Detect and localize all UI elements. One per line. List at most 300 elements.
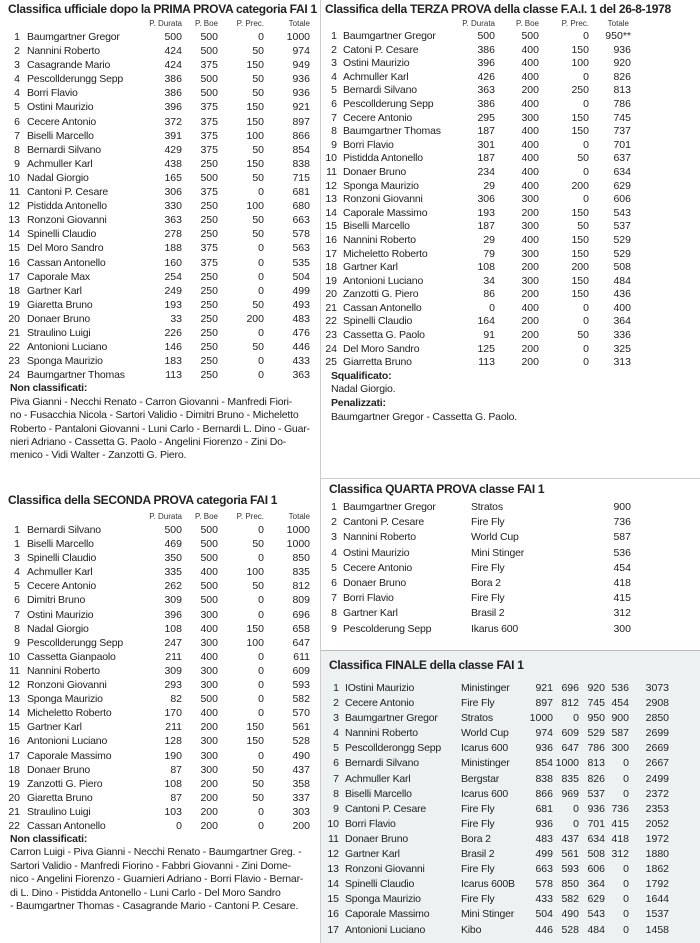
table-row (321, 166, 700, 180)
cell-rank: 12 (8, 200, 20, 213)
non-classified-block (0, 833, 320, 913)
header-boe: P. Boe (195, 512, 218, 521)
cell-boe: 500 (200, 87, 218, 100)
cell-prec: 0 (583, 193, 589, 206)
cell-prec: 50 (252, 777, 264, 790)
cell-boe: 400 (521, 233, 539, 246)
cell-totale: 680 (292, 200, 310, 213)
cell-p1: 897 (535, 697, 553, 710)
cell-p3: 826 (587, 772, 605, 785)
cell-prec: 0 (258, 369, 264, 382)
cell-prec: 50 (252, 45, 264, 58)
cell-totale: 611 (293, 650, 310, 663)
cell-rank: 10 (325, 152, 337, 165)
cell-rank: 6 (14, 594, 20, 607)
table-row (321, 817, 700, 832)
cell-name: Dimitri Bruno (27, 594, 86, 607)
cell-durata: 396 (477, 57, 495, 70)
cell-totale: 681 (292, 186, 310, 199)
cell-durata: 33 (170, 312, 182, 325)
cell-prec: 50 (252, 143, 264, 156)
cell-durata: 330 (164, 200, 182, 213)
cell-totale: 1000 (286, 31, 310, 43)
table-row (321, 622, 700, 637)
table-row (321, 696, 700, 711)
cell-boe: 250 (200, 298, 218, 311)
table-row (321, 71, 700, 85)
cell-durata: 193 (164, 298, 182, 311)
section-seconda-prova (0, 493, 320, 914)
cell-prec: 150 (246, 115, 264, 128)
cell-rank: 10 (327, 817, 339, 830)
cell-p2: 647 (561, 742, 579, 755)
cell-boe: 250 (200, 284, 218, 297)
cell-rank: 18 (8, 763, 20, 776)
table-row (0, 692, 320, 706)
header-durata: P. Durata (149, 512, 182, 521)
cell-name: Caporale Massimo (345, 908, 430, 921)
cell-boe: 200 (521, 329, 539, 342)
header-prec: P. Prec. (236, 512, 264, 521)
cell-durata: 125 (477, 342, 495, 355)
cell-prec: 50 (252, 341, 264, 354)
cell-rank: 8 (333, 787, 339, 800)
cell-boe: 200 (521, 288, 539, 301)
cell-prec: 0 (258, 749, 264, 762)
cell-rank: 6 (331, 97, 337, 110)
cell-durata: 309 (164, 594, 182, 607)
cell-name: Achmuller Karl (27, 566, 93, 579)
table-row (0, 185, 320, 199)
cell-totale: 1537 (645, 908, 669, 921)
cell-totale: 629 (613, 179, 631, 192)
cell-prec: 50 (577, 329, 589, 342)
cell-totale: 493 (292, 298, 310, 311)
cell-prec: 100 (246, 200, 264, 213)
table-row (321, 772, 700, 787)
cell-durata: 500 (477, 30, 495, 42)
table-row (0, 241, 320, 255)
cell-prec: 100 (246, 636, 264, 649)
table-row (0, 30, 320, 44)
section-quarta-prova (321, 478, 700, 637)
cell-name: Cecere Antonio (27, 115, 96, 128)
cell-durata: 226 (164, 326, 182, 339)
table-row (321, 44, 700, 58)
cell-rank: 14 (327, 878, 339, 891)
table-row (0, 86, 320, 100)
cell-boe: 500 (200, 171, 218, 184)
cell-name: Donaer Bruno (343, 165, 406, 178)
cell-totale: 921 (292, 101, 310, 114)
cell-prec: 0 (258, 326, 264, 339)
cell-rank: 9 (333, 802, 339, 815)
cell-rank: 7 (331, 592, 337, 605)
cell-durata: 500 (164, 31, 182, 43)
cell-totale: 1458 (645, 923, 669, 936)
cell-model: Fire Fly (461, 817, 495, 830)
cell-name: Bernardi Silvano (27, 524, 101, 536)
cell-totale: 529 (613, 247, 631, 260)
cell-p2: 582 (561, 893, 579, 906)
table-row (321, 500, 700, 515)
cell-totale: 2353 (645, 802, 669, 815)
cell-durata: 160 (164, 256, 182, 269)
cell-boe: 500 (200, 73, 218, 86)
cell-boe: 500 (200, 524, 218, 536)
cell-rank: 14 (8, 228, 20, 241)
cell-p1: 446 (535, 923, 553, 936)
cell-model: Brasil 2 (461, 848, 495, 861)
cell-boe: 250 (200, 369, 218, 382)
cell-rank: 20 (325, 288, 337, 301)
cell-rank: 15 (325, 220, 337, 233)
cell-boe: 400 (521, 301, 539, 314)
cell-boe: 500 (200, 693, 218, 706)
cell-name: Cecere Antonio (27, 580, 96, 593)
cell-boe: 400 (521, 152, 539, 165)
section-title: Classifica ufficiale dopo la PRIMA PROVA categoria FAI 1 (8, 2, 317, 16)
cell-prec: 0 (583, 97, 589, 110)
cell-totale: 415 (613, 592, 631, 605)
cell-durata: 350 (164, 552, 182, 565)
table-row (0, 270, 320, 284)
cell-prec: 200 (571, 261, 589, 274)
table-row (0, 298, 320, 312)
cell-prec: 100 (246, 566, 264, 579)
cell-prec: 150 (571, 111, 589, 124)
table-row (0, 115, 320, 129)
cell-p4: 0 (623, 878, 629, 891)
section-title: Classifica FINALE della classe FAI 1 (329, 658, 524, 672)
cell-totale: 587 (613, 531, 631, 544)
cell-rank: 7 (14, 129, 20, 142)
cell-totale: 200 (292, 819, 310, 832)
cell-prec: 50 (252, 214, 264, 227)
cell-prec: 0 (583, 30, 589, 42)
cell-prec: 200 (246, 312, 264, 325)
nc-line: Piva Gianni - Necchi Renato - Carron Giovanni - Manfredi Fiori- (10, 395, 293, 408)
table-row (0, 143, 320, 157)
cell-totale: 436 (613, 288, 631, 301)
table-row (321, 193, 700, 207)
table-row (0, 326, 320, 340)
cell-p3: 543 (587, 908, 605, 921)
cell-model: Icarus 600 (461, 742, 509, 755)
results-table (321, 30, 700, 370)
cell-boe: 400 (521, 125, 539, 138)
cell-rank: 9 (331, 138, 337, 151)
cell-prec: 50 (252, 228, 264, 241)
cell-name: Cassetta Gianpaolo (27, 650, 116, 663)
cell-rank: 1 (14, 538, 20, 551)
cell-name: Micheletto Roberto (343, 247, 428, 260)
cell-name: Achmuller Karl (345, 772, 411, 785)
cell-totale: 606 (613, 193, 631, 206)
table-row (321, 112, 700, 126)
nc-line: Sartori Validio - Manfredi Fiorino - Fabbri Giovanni - Zini Dome- (10, 859, 291, 872)
cell-durata: 301 (477, 138, 495, 151)
cell-model: Bergstar (461, 772, 500, 785)
cell-durata: 396 (164, 608, 182, 621)
cell-rank: 3 (14, 59, 20, 72)
cell-boe: 375 (200, 143, 218, 156)
cell-prec: 50 (577, 220, 589, 233)
cell-p1: 974 (535, 727, 553, 740)
cell-prec: 50 (577, 152, 589, 165)
cell-name: Spinelli Claudio (345, 878, 415, 891)
cell-rank: 15 (8, 242, 20, 255)
nc-line: nieri Adriano - Cassetta G. Paolo - Angelini Fiorenzo - Zini Do- (10, 435, 287, 448)
cell-p1: 854 (535, 757, 553, 770)
cell-p3: 629 (587, 893, 605, 906)
cell-totale: 736 (613, 516, 631, 529)
cell-totale: 336 (613, 329, 631, 342)
cell-name: Borri Flavio (27, 87, 78, 100)
table-row (321, 877, 700, 892)
cell-totale: 476 (292, 326, 310, 339)
cell-boe: 500 (200, 552, 218, 565)
table-row (321, 741, 700, 756)
cell-boe: 375 (200, 256, 218, 269)
table-row (321, 546, 700, 561)
cell-name: Baumgartner Gregor (343, 501, 436, 513)
cell-durata: 113 (478, 356, 495, 369)
cell-prec: 150 (246, 59, 264, 72)
cell-totale: 936 (292, 87, 310, 100)
cell-name: Ostini Maurizio (27, 608, 94, 621)
results-table (0, 523, 320, 833)
cell-model: Fire Fly (461, 893, 495, 906)
cell-prec: 0 (258, 819, 264, 832)
cell-boe: 500 (200, 594, 218, 607)
cell-rank: 19 (8, 298, 20, 311)
cell-rank: 2 (333, 697, 339, 710)
table-row (321, 606, 700, 621)
cell-name: Del Moro Sandro (27, 242, 104, 255)
section-terza-prova (321, 2, 700, 424)
cell-durata: 146 (164, 341, 182, 354)
cell-prec: 0 (583, 138, 589, 151)
section-title: Classifica QUARTA PROVA classe FAI 1 (329, 482, 545, 496)
cell-durata: 249 (164, 284, 182, 297)
cell-rank: 4 (331, 70, 337, 83)
cell-boe: 250 (200, 214, 218, 227)
nc-line: menico - Vidi Walter - Zanzotti G. Piero. (10, 449, 187, 462)
cell-prec: 0 (258, 186, 264, 199)
cell-boe: 250 (200, 341, 218, 354)
cell-name: Giarretta Bruno (343, 356, 412, 369)
cell-name: Donaer Bruno (27, 312, 90, 325)
cell-rank: 8 (331, 125, 337, 138)
cell-boe: 375 (200, 115, 218, 128)
cell-name: Donaer Bruno (343, 576, 406, 589)
cell-name: Cantoni P. Cesare (27, 186, 109, 199)
cell-name: Ronzoni Giovanni (345, 863, 425, 876)
cell-p3: 537 (587, 787, 605, 800)
cell-rank: 20 (8, 312, 20, 325)
cell-boe: 200 (200, 805, 218, 818)
cell-p4: 0 (623, 893, 629, 906)
cell-name: Nadal Giorgio (27, 171, 89, 184)
cell-boe: 400 (521, 57, 539, 70)
cell-rank: 14 (8, 707, 20, 720)
cell-p3: 813 (587, 757, 605, 770)
cell-durata: 295 (477, 111, 495, 124)
cell-prec: 50 (252, 791, 264, 804)
cell-rank: 22 (8, 819, 20, 832)
right-column (320, 0, 700, 943)
cell-boe: 250 (200, 312, 218, 325)
cell-name: Bernardi Silvano (343, 84, 417, 97)
cell-p4: 0 (623, 772, 629, 785)
cell-rank: 1 (14, 524, 20, 536)
cell-prec: 200 (571, 179, 589, 192)
cell-rank: 21 (8, 326, 20, 339)
cell-rank: 16 (327, 908, 339, 921)
non-classified-block (0, 382, 320, 462)
column-headers (321, 16, 700, 30)
non-classified-label: Non classificati: (10, 833, 88, 846)
cell-name: Cantoni P. Cesare (343, 516, 425, 529)
cell-boe: 500 (521, 30, 539, 42)
cell-prec: 0 (583, 301, 589, 314)
cell-totale: 312 (613, 607, 631, 620)
header-totale: Totale (288, 19, 310, 28)
cell-name: Pistidda Antonello (343, 152, 423, 165)
cell-durata: 426 (477, 70, 495, 83)
cell-name: Donaer Bruno (27, 763, 90, 776)
cell-durata: 82 (170, 693, 182, 706)
cell-durata: 29 (483, 233, 495, 246)
cell-name: Cassan Antonello (27, 819, 106, 832)
cell-p1: 663 (535, 863, 553, 876)
cell-rank: 2 (331, 43, 337, 56)
cell-rank: 22 (8, 341, 20, 354)
cell-p4: 0 (623, 908, 629, 921)
table-row (321, 756, 700, 771)
cell-boe: 250 (200, 200, 218, 213)
cell-model: World Cup (461, 727, 509, 740)
cell-name: Ostini Maurizio (27, 101, 94, 114)
table-row (0, 312, 320, 326)
column-headers (0, 509, 320, 523)
cell-name: Gartner Karl (345, 848, 400, 861)
cell-name: Cassan Antonello (27, 256, 106, 269)
cell-p3: 745 (587, 697, 605, 710)
cell-rank: 11 (9, 664, 20, 677)
cell-totale: 499 (292, 284, 310, 297)
cell-rank: 1 (331, 501, 337, 513)
cell-name: Ronzoni Giovanni (343, 193, 423, 206)
cell-durata: 211 (165, 650, 182, 663)
cell-totale: 363 (292, 369, 310, 382)
cell-durata: 363 (477, 84, 495, 97)
cell-totale: 866 (292, 129, 310, 142)
cell-durata: 187 (477, 125, 495, 138)
table-row (321, 832, 700, 847)
table-row (0, 608, 320, 622)
cell-p3: 364 (587, 878, 605, 891)
cell-boe: 300 (200, 735, 218, 748)
cell-p3: 701 (587, 817, 605, 830)
cell-boe: 200 (521, 84, 539, 97)
cell-p1: 936 (535, 817, 553, 830)
section-prima-prova (0, 2, 320, 463)
cell-totale: 508 (613, 261, 631, 274)
cell-prec: 250 (571, 84, 589, 97)
cell-rank: 9 (14, 636, 20, 649)
cell-durata: 108 (164, 777, 182, 790)
cell-prec: 0 (258, 679, 264, 692)
cell-name: Caporale Max (27, 270, 90, 283)
cell-model: Fire Fly (471, 592, 505, 605)
cell-p4: 736 (611, 802, 629, 815)
cell-name: Antonioni Luciano (343, 274, 424, 287)
cell-model: Bora 2 (461, 832, 491, 845)
cell-rank: 13 (8, 214, 20, 227)
cell-rank: 7 (14, 608, 20, 621)
cell-durata: 87 (170, 791, 182, 804)
cell-totale: 561 (292, 721, 310, 734)
cell-p3: 508 (587, 848, 605, 861)
cell-totale: 786 (613, 97, 631, 110)
cell-name: Caporale Massimo (343, 206, 428, 219)
cell-name: Gartner Karl (27, 284, 82, 297)
cell-name: Pescollderung Sepp (343, 97, 434, 110)
table-row (0, 734, 320, 748)
cell-totale: 1000 (286, 524, 310, 536)
cell-name: Pescollderungg Sepp (27, 636, 124, 649)
cell-boe: 400 (521, 138, 539, 151)
cell-totale: 483 (292, 312, 310, 325)
table-row (321, 248, 700, 262)
cell-rank: 4 (14, 73, 20, 86)
cell-name: Spinelli Claudio (343, 315, 413, 328)
header-prec: P. Prec. (561, 19, 589, 28)
cell-name: Nannini Roberto (27, 45, 100, 58)
cell-rank: 17 (325, 247, 337, 260)
cell-boe: 300 (521, 274, 539, 287)
header-boe: P. Boe (195, 19, 218, 28)
cell-name: Cassan Antonello (343, 301, 422, 314)
table-row (0, 100, 320, 114)
cell-name: Gartner Karl (343, 261, 398, 274)
cell-totale: 504 (292, 270, 310, 283)
table-row (0, 650, 320, 664)
cell-p2: 0 (573, 817, 579, 830)
cell-prec: 50 (252, 763, 264, 776)
cell-rank: 6 (14, 115, 20, 128)
cell-totale: 484 (613, 274, 631, 287)
cell-name: Cantoni P. Cesare (345, 802, 427, 815)
table-row (321, 207, 700, 221)
cell-p2: 490 (561, 908, 579, 921)
cell-p2: 528 (561, 923, 579, 936)
cell-p4: 300 (611, 742, 629, 755)
cell-name: IOstini Maurizio (345, 682, 415, 694)
left-column (0, 0, 320, 943)
cell-totale: 337 (292, 791, 310, 804)
cell-durata: 187 (477, 220, 495, 233)
cell-name: Bernardi Silvano (345, 757, 419, 770)
cell-name: Achmuller Karl (343, 70, 409, 83)
cell-name: Borri Flavio (343, 592, 394, 605)
cell-totale: 920 (613, 57, 631, 70)
table-row (0, 129, 320, 143)
cell-boe: 375 (200, 101, 218, 114)
table-row (321, 530, 700, 545)
